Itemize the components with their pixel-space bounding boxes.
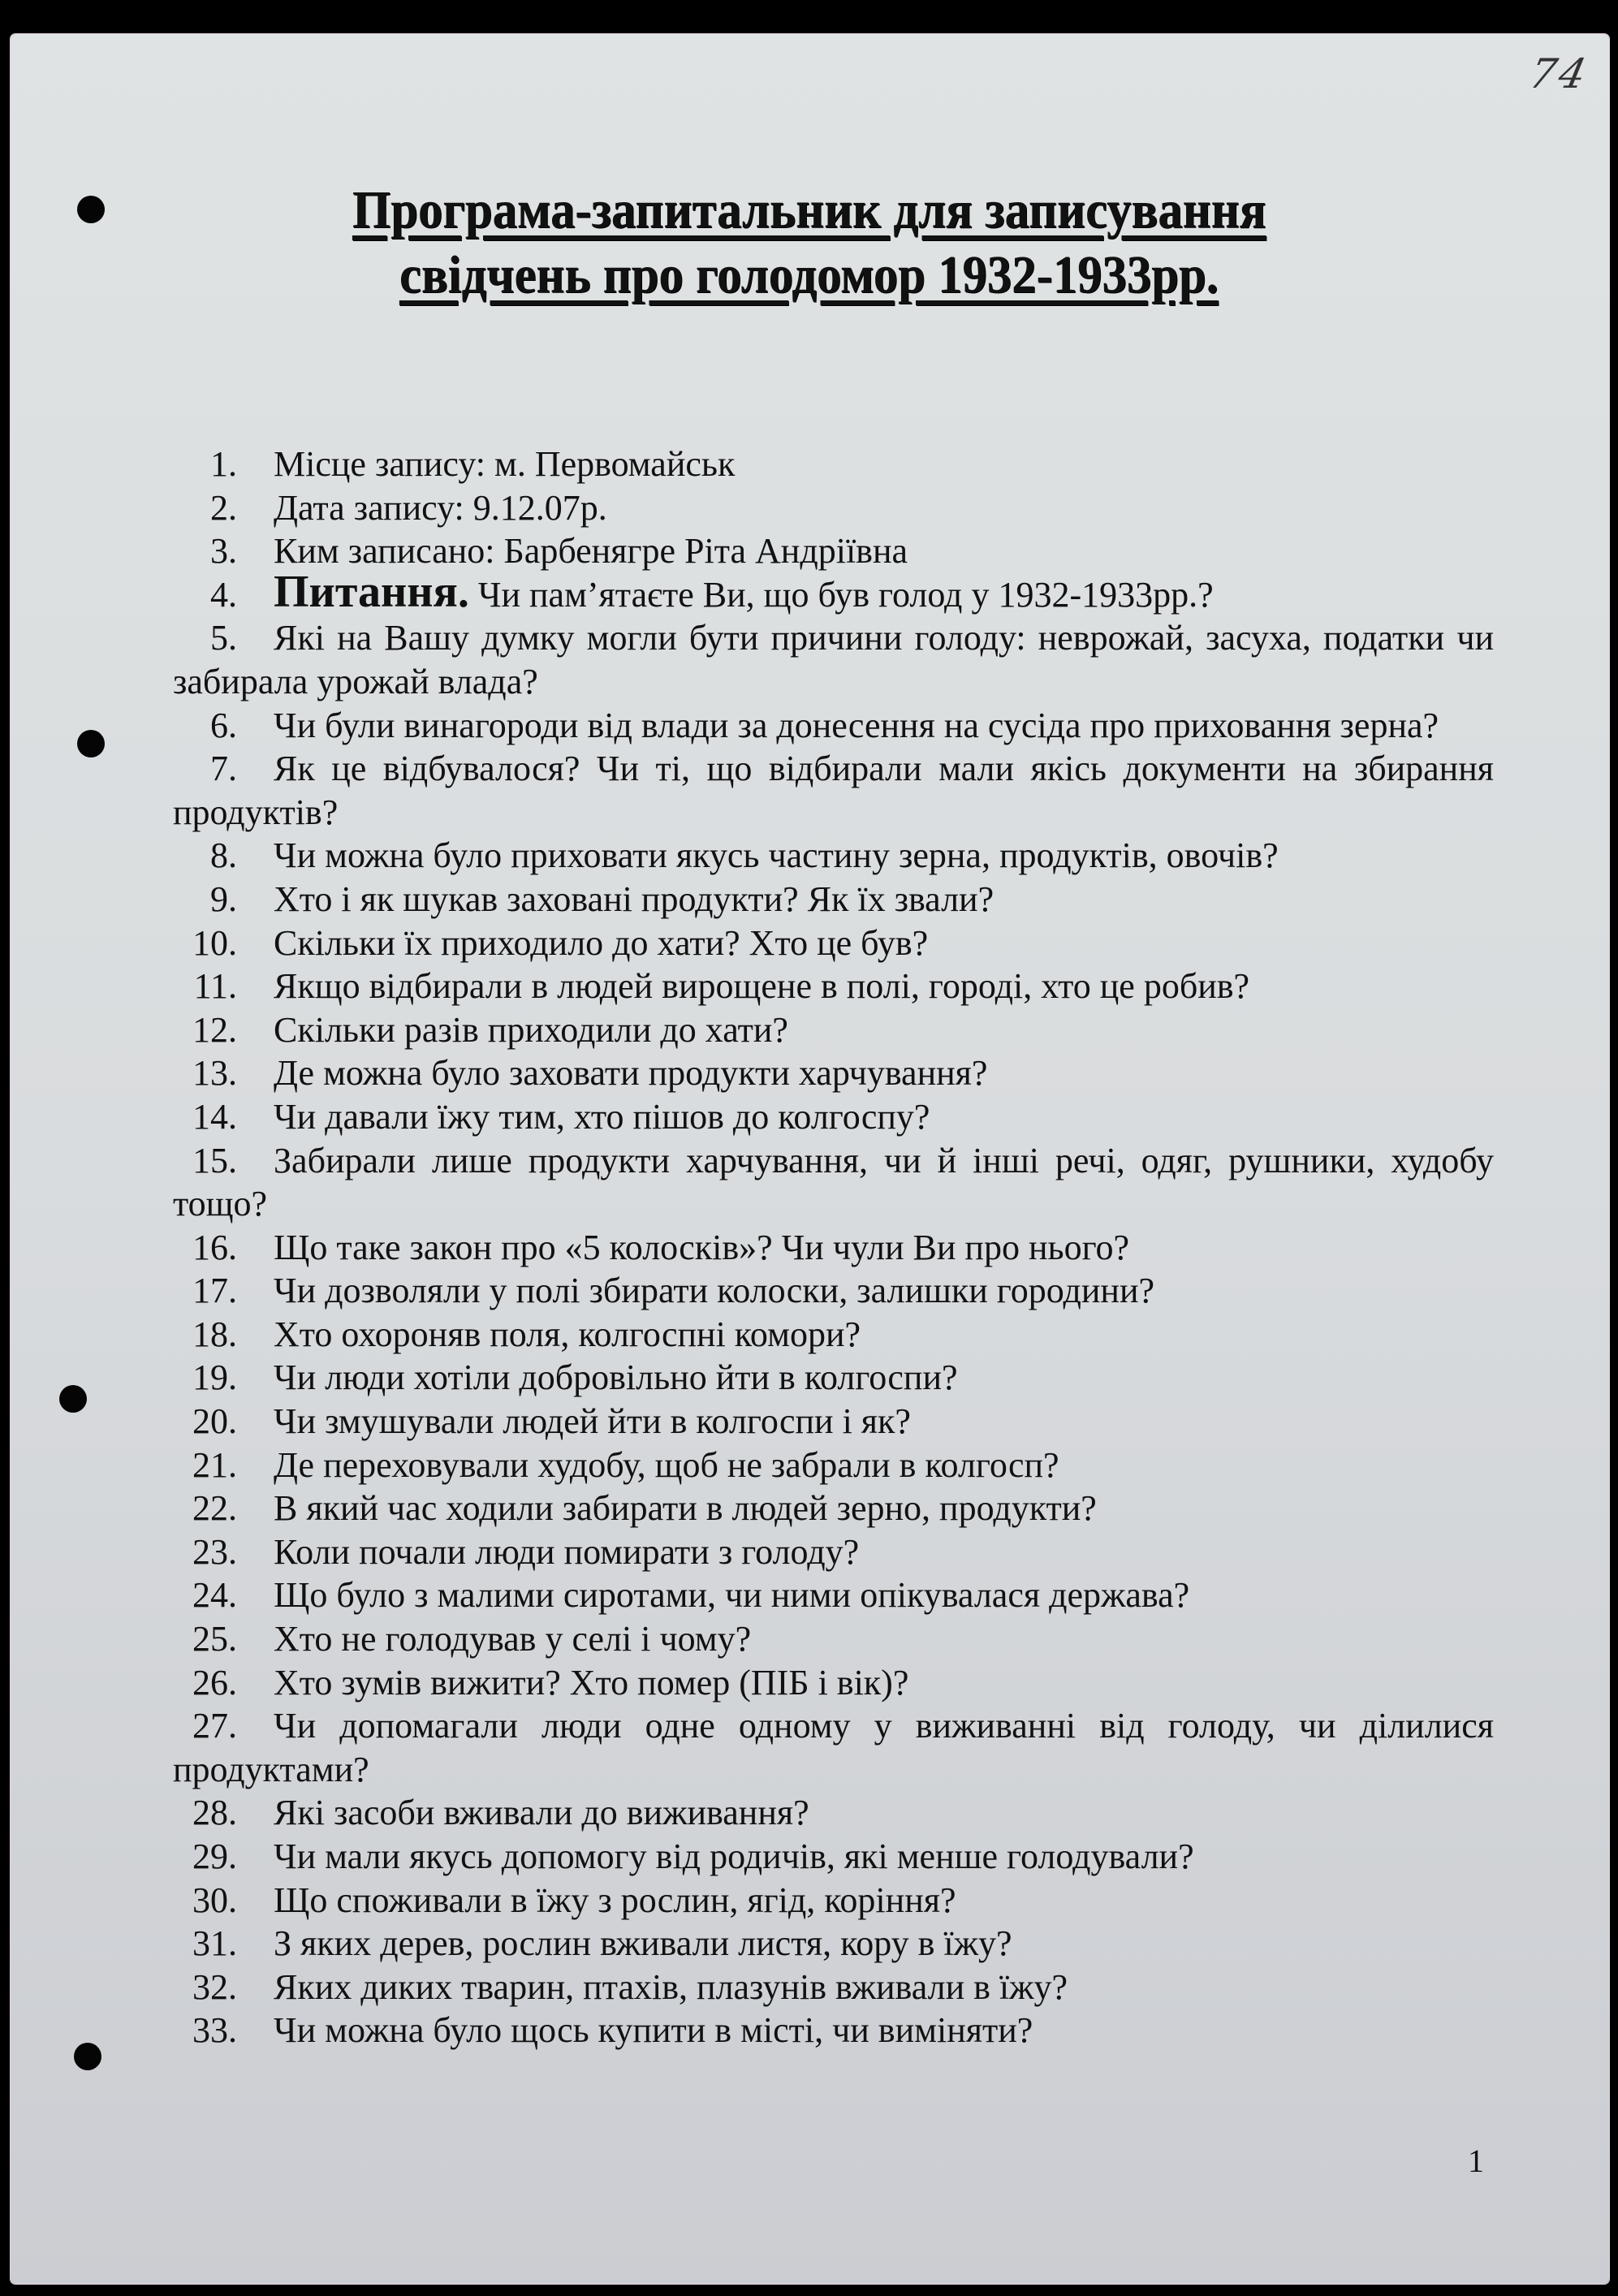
- handwritten-folio-number: 74: [1525, 50, 1594, 97]
- item-number: 1.: [210, 444, 237, 484]
- question-item: [173, 1051, 1494, 1095]
- item-number: 15.: [192, 1140, 237, 1180]
- question-item: [173, 1661, 1494, 1705]
- item-text: Хто охороняв поля, колгоспні комори?: [274, 1314, 861, 1354]
- item-text: Що споживали в їжу з рослин, ягід, коріння?: [274, 1880, 956, 1920]
- question-item: [173, 2009, 1494, 2052]
- item-text: Чи допомагали люди одне одному у виживанні від голоду, чи ділилися продуктами?: [173, 1706, 1494, 1789]
- question-item: [173, 878, 1494, 921]
- item-text: Чи можна було щось купити в місті, чи виміняти?: [274, 2010, 1033, 2051]
- punch-hole: [59, 1385, 87, 1413]
- item-number: 31.: [192, 1923, 237, 1964]
- document-title-line-1: [0, 180, 1618, 240]
- item-text: Забирали лише продукти харчування, чи й інші речі, одяг, рушники, худобу тощо?: [173, 1140, 1494, 1224]
- question-item: [173, 1313, 1494, 1357]
- item-number: 12.: [192, 1009, 237, 1050]
- item-number: 20.: [192, 1401, 237, 1442]
- question-item: [173, 921, 1494, 965]
- question-item: [173, 704, 1494, 748]
- item-text: Чи були винагороди від влади за донесення на сусіда про приховання зерна?: [274, 705, 1439, 745]
- item-text: Які на Вашу думку могли бути причини голоду: неврожай, засуха, податки чи забирала урожай влада?: [173, 618, 1494, 701]
- question-item: [173, 486, 1494, 530]
- question-item: [173, 1095, 1494, 1139]
- item-text: Чи мали якусь допомогу від родичів, які менше голодували?: [274, 1836, 1194, 1876]
- item-number: 5.: [210, 618, 237, 658]
- question-item: [173, 1356, 1494, 1400]
- item-number: 21.: [192, 1444, 237, 1485]
- item-text: Як це відбувалося? Чи ті, що відбирали мали якісь документи на збирання продуктів?: [173, 749, 1494, 832]
- item-number: 16.: [192, 1227, 237, 1267]
- question-item: [173, 1791, 1494, 1835]
- item-text: Місце запису: м. Первомайськ: [274, 444, 736, 484]
- question-item: [173, 1922, 1494, 1966]
- question-item: [173, 1530, 1494, 1574]
- item-number: 27.: [192, 1706, 237, 1746]
- question-item: [173, 1487, 1494, 1530]
- item-number: 22.: [192, 1488, 237, 1529]
- item-number: 7.: [210, 749, 237, 789]
- item-text: Чи пам’ятаєте Ви, що був голод у 1932-1933рр.?: [477, 574, 1214, 615]
- question-item: [173, 1617, 1494, 1661]
- item-text: Яких диких тварин, птахів, плазунів вживали в їжу?: [274, 1966, 1068, 2007]
- questions-heading: Питання.: [274, 566, 469, 617]
- item-number: 24.: [192, 1575, 237, 1616]
- item-text: Що таке закон про «5 колосків»? Чи чули Ви про нього?: [274, 1227, 1130, 1267]
- item-number: 25.: [192, 1619, 237, 1659]
- item-number: 8.: [210, 835, 237, 876]
- item-number: 28.: [192, 1793, 237, 1833]
- item-number: 11.: [193, 966, 237, 1007]
- item-number: 13.: [192, 1053, 237, 1094]
- question-item: [173, 1139, 1494, 1226]
- question-item: [173, 1835, 1494, 1879]
- item-number: 14.: [192, 1096, 237, 1137]
- item-text: Чи можна було приховати якусь частину зерна, продуктів, овочів?: [274, 835, 1279, 876]
- item-text: Коли почали люди помирати з голоду?: [274, 1531, 860, 1572]
- question-item: [173, 1269, 1494, 1313]
- title-text: Програма-запитальник для записування: [352, 180, 1266, 240]
- item-text: Хто і як шукав заховані продукти? Як їх звали?: [274, 878, 995, 919]
- question-item: [173, 747, 1494, 834]
- item-number: 3.: [210, 531, 237, 572]
- title-text: свідчень про голодомор 1932-1933рр.: [399, 245, 1219, 304]
- question-item: [173, 1008, 1494, 1052]
- page-number: 1: [1468, 2143, 1484, 2179]
- item-text: Які засоби вживали до виживання?: [274, 1793, 809, 1833]
- item-text: Чи люди хотіли добровільно йти в колгоспи?: [274, 1357, 958, 1398]
- item-text: Чи давали їжу тим, хто пішов до колгоспу?: [274, 1096, 930, 1137]
- item-text: Ким записано: Барбенягре Ріта Андріївна: [274, 531, 908, 572]
- item-text: Хто не голодував у селі і чому?: [274, 1619, 752, 1659]
- item-text: З яких дерев, рослин вживали листя, кору в їжу?: [274, 1923, 1012, 1964]
- question-item: [173, 616, 1494, 703]
- question-list: [173, 442, 1494, 2052]
- question-item: [173, 1879, 1494, 1923]
- item-number: 19.: [192, 1357, 237, 1398]
- punch-hole: [77, 730, 105, 757]
- item-text: В який час ходили забирати в людей зерно, продукти?: [274, 1488, 1097, 1529]
- question-item: [173, 1226, 1494, 1270]
- item-number: 32.: [192, 1966, 237, 2007]
- item-number: 4.: [210, 574, 237, 615]
- item-number: 9.: [210, 878, 237, 919]
- item-text: Де переховували худобу, щоб не забрали в колгосп?: [274, 1444, 1059, 1485]
- item-text: Що було з малими сиротами, чи ними опікувалася держава?: [274, 1575, 1190, 1616]
- question-item: [173, 1573, 1494, 1617]
- item-text: Якщо відбирали в людей вирощене в полі, городі, хто це робив?: [274, 966, 1250, 1007]
- item-number: 23.: [192, 1531, 237, 1572]
- question-item: [173, 1704, 1494, 1791]
- item-number: 10.: [192, 922, 237, 963]
- item-text: Дата запису: 9.12.07р.: [274, 487, 607, 528]
- item-number: 2.: [210, 487, 237, 528]
- item-text: Чи змушували людей йти в колгоспи і як?: [274, 1401, 911, 1442]
- question-item: [173, 834, 1494, 878]
- document-title-line-2: [0, 245, 1618, 304]
- question-item: [173, 566, 1494, 617]
- item-text: Хто зумів вижити? Хто помер (ПІБ і вік)?: [274, 1662, 909, 1703]
- item-number: 33.: [192, 2010, 237, 2051]
- question-item: [173, 1966, 1494, 2009]
- question-item: [173, 1400, 1494, 1444]
- item-number: 6.: [210, 705, 237, 745]
- item-number: 18.: [192, 1314, 237, 1354]
- item-text: Скільки їх приходило до хати? Хто це був?: [274, 922, 929, 963]
- punch-hole: [74, 2043, 101, 2070]
- item-text: Скільки разів приходили до хати?: [274, 1009, 788, 1050]
- question-item: [173, 1444, 1494, 1487]
- question-item: [173, 442, 1494, 486]
- item-number: 30.: [192, 1880, 237, 1920]
- item-text: Де можна було заховати продукти харчування?: [274, 1053, 988, 1094]
- question-item: [173, 965, 1494, 1008]
- item-text: Чи дозволяли у полі збирати колоски, залишки городини?: [274, 1271, 1155, 1311]
- item-number: 17.: [192, 1271, 237, 1311]
- item-number: 26.: [192, 1662, 237, 1703]
- item-number: 29.: [192, 1836, 237, 1876]
